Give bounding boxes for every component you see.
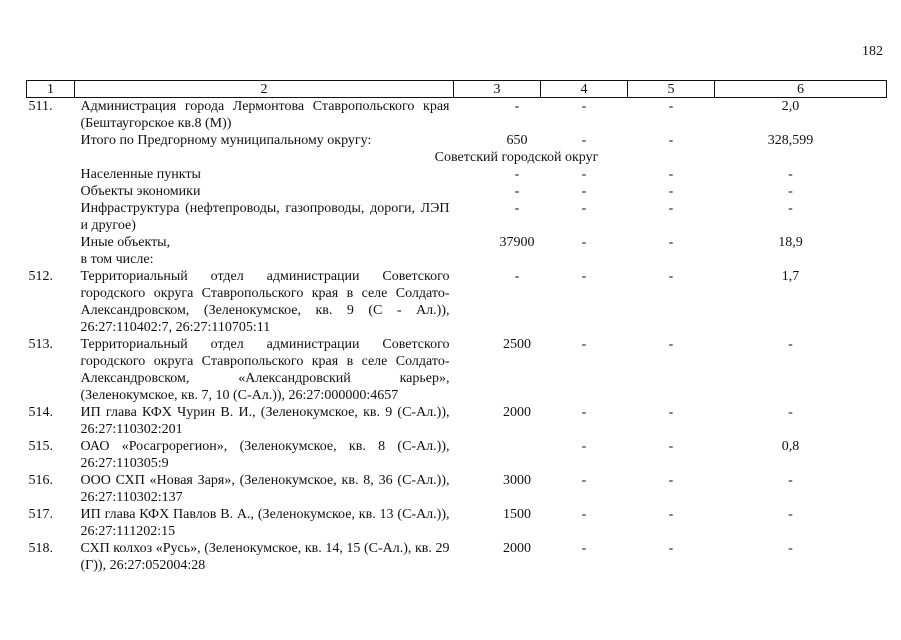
row-description: Инфраструктура (нефтепроводы, газопроводы, дороги, ЛЭП и другое): [80, 201, 450, 233]
cell-col-4: -: [581, 337, 587, 352]
cell-col-6: -: [788, 507, 793, 522]
cell-col-3: -: [514, 201, 520, 216]
table-row: [27, 183, 887, 200]
table-row: [27, 166, 887, 183]
cell-col-6: -: [788, 473, 793, 488]
cell-col-4: -: [581, 167, 587, 182]
row-number: 513.: [28, 337, 53, 352]
row-description: Итого по Предгорному муниципальному округу:: [80, 133, 372, 148]
row-description: ИП глава КФХ Чурин В. И., (Зеленокумское, кв. 9 (С-Ал.)), 26:27:110302:201: [80, 405, 450, 437]
cell-col-4: -: [581, 405, 587, 420]
cell-col-5: -: [668, 133, 674, 148]
cell-col-5: -: [668, 337, 674, 352]
cell-col-4: -: [581, 133, 587, 148]
table-row: [27, 506, 887, 540]
cell-col-4: -: [581, 473, 587, 488]
row-number: 517.: [28, 507, 53, 522]
cell-col-4: -: [581, 269, 587, 284]
row-description: ОАО «Росагрорегион», (Зеленокумское, кв. 8 (С-Ал.)), 26:27:110305:9: [80, 439, 450, 471]
table-row: [27, 234, 887, 268]
cell-col-6: 18,9: [778, 235, 803, 250]
table-row: [27, 268, 887, 336]
cell-col-3: 2000: [503, 405, 531, 420]
section-title: Советский городской округ: [434, 150, 599, 165]
row-description: Населенные пункты: [80, 167, 201, 182]
row-number: 511.: [28, 99, 53, 114]
table-row: [27, 336, 887, 404]
cell-col-3: 650: [506, 133, 528, 148]
row-description: СХП колхоз «Русь», (Зеленокумское, кв. 14, 15 (С-Ал.), кв. 29 (Г)), 26:27:052004:28: [80, 541, 450, 573]
row-description: Объекты экономики: [80, 184, 201, 199]
row-description: Территориальный отдел администрации Советского городского округа Ставропольского края в селе Солдато-Александровском, (Зеленокумское, кв. 9 (С - Ал.)), 26:27:110402:7, 26:27:110705:11: [80, 269, 450, 335]
cell-col-5: -: [668, 473, 674, 488]
cell-col-6: 328,599: [767, 133, 814, 148]
column-header-2: 2: [75, 81, 454, 98]
cell-col-3: 3000: [503, 473, 531, 488]
cell-col-6: 0,8: [781, 439, 800, 454]
cell-col-3: [454, 438, 541, 472]
cell-col-3: 37900: [499, 235, 535, 250]
row-number: 515.: [28, 439, 53, 454]
table-row: [27, 472, 887, 506]
cell-col-4: -: [581, 99, 587, 114]
cell-col-3: -: [514, 99, 520, 114]
cell-col-4: -: [581, 184, 587, 199]
cell-col-3: 2500: [503, 337, 531, 352]
cell-col-3: 2000: [503, 541, 531, 556]
row-description: ООО СХП «Новая Заря», (Зеленокумское, кв. 8, 36 (С-Ал.)), 26:27:110302:137: [80, 473, 450, 505]
row-number: 514.: [28, 405, 53, 420]
cell-col-3: -: [514, 167, 520, 182]
cell-col-6: -: [788, 337, 793, 352]
cell-col-5: -: [668, 201, 674, 216]
row-number: [27, 183, 75, 200]
cell-col-6: 1,7: [781, 269, 800, 284]
table-body: [27, 98, 887, 575]
cell-col-6: -: [788, 167, 793, 182]
cell-col-4: -: [581, 235, 587, 250]
table-row: [27, 438, 887, 472]
cell-col-5: -: [668, 507, 674, 522]
row-number: [27, 132, 75, 149]
cell-col-6: -: [788, 184, 793, 199]
page-number: 182: [862, 44, 883, 59]
row-number: 516.: [28, 473, 53, 488]
column-header-6: 6: [715, 81, 887, 98]
cell-col-3: -: [514, 269, 520, 284]
row-number: [27, 234, 75, 268]
column-header-5: 5: [628, 81, 715, 98]
table-row: [27, 98, 887, 133]
row-number: 512.: [28, 269, 53, 284]
row-description: Администрация города Лермонтова Ставропольского края (Бештаугорское кв.8 (М)): [80, 99, 450, 131]
row-number: [27, 200, 75, 234]
row-description: Иные объекты, в том числе:: [80, 235, 171, 267]
cell-col-6: -: [788, 541, 793, 556]
table-row: [27, 132, 887, 149]
cell-col-5: -: [668, 269, 674, 284]
cell-col-4: -: [581, 541, 587, 556]
cell-col-3: 1500: [503, 507, 531, 522]
cell-col-5: -: [668, 541, 674, 556]
cell-col-5: -: [668, 167, 674, 182]
row-number: [27, 166, 75, 183]
document-table-container: [26, 80, 886, 574]
cell-col-5: -: [668, 235, 674, 250]
column-header-3: 3: [454, 81, 541, 98]
cell-col-5: -: [668, 99, 674, 114]
section-row: [27, 149, 887, 166]
cell-col-5: -: [668, 184, 674, 199]
cell-col-4: -: [581, 507, 587, 522]
table-row: [27, 200, 887, 234]
cell-col-6: -: [788, 201, 793, 216]
cell-col-6: 2,0: [781, 99, 800, 114]
cell-col-5: -: [668, 405, 674, 420]
data-table: [26, 80, 887, 574]
cell-col-4: -: [581, 201, 587, 216]
cell-col-6: -: [788, 405, 793, 420]
row-description: ИП глава КФХ Павлов В. А., (Зеленокумское, кв. 13 (С-Ал.)), 26:27:111202:15: [80, 507, 450, 539]
column-header-1: 1: [27, 81, 75, 98]
cell-col-3: -: [514, 184, 520, 199]
cell-col-4: -: [581, 439, 587, 454]
table-row: [27, 404, 887, 438]
table-header-row: [27, 81, 887, 98]
column-header-4: 4: [541, 81, 628, 98]
cell-col-5: -: [668, 439, 674, 454]
row-number: 518.: [28, 541, 53, 556]
table-row: [27, 540, 887, 574]
row-description: Территориальный отдел администрации Советского городского округа Ставропольского края в селе Солдато-Александровском, «Александровский карьер», (Зеленокумское, кв. 7, 10 (С-Ал.)), 26:27:000000:4657: [80, 337, 450, 403]
